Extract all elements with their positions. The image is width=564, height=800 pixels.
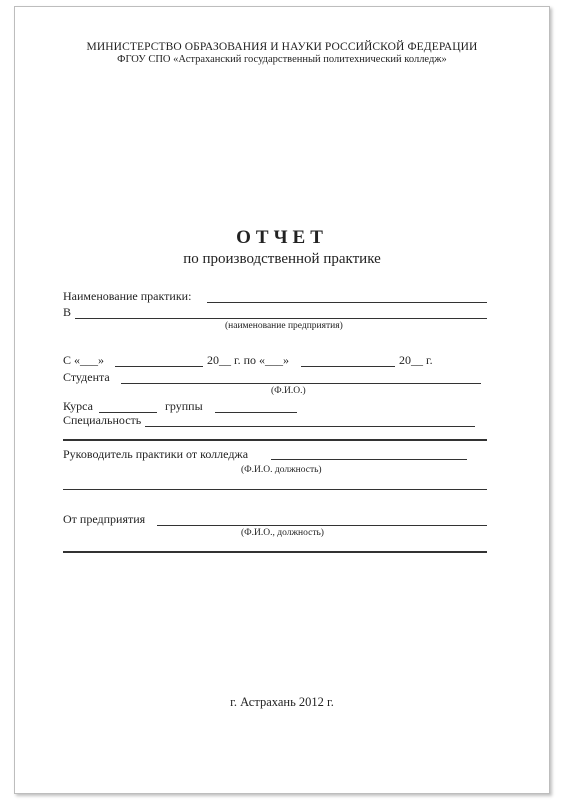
college-heading: ФГОУ СПО «Астраханский государственный политехнический колледж» <box>117 54 447 65</box>
specialty-line[interactable] <box>145 426 475 427</box>
college-supervisor-caption: (Ф.И.О. должность) <box>241 465 322 475</box>
city-year-footer: г. Астрахань 2012 г. <box>230 695 334 709</box>
enterprise-line[interactable] <box>75 318 487 319</box>
practice-name-label: Наименование практики: <box>63 289 192 303</box>
separator-line-2 <box>63 551 487 553</box>
enterprise-supervisor-label: От предприятия <box>63 512 146 526</box>
enterprise-caption: (наименование предприятия) <box>225 321 343 331</box>
student-fio-caption: (Ф.И.О.) <box>271 386 306 396</box>
separator-line-1 <box>63 439 487 441</box>
date-year-label-2: 20__ г. <box>399 353 433 367</box>
ministry-heading: МИНИСТЕРСТВО ОБРАЗОВАНИЯ И НАУКИ РОССИЙСКОЙ ФЕДЕРАЦИИ <box>86 41 478 53</box>
course-label: Курса <box>63 399 93 413</box>
enterprise-supervisor-caption: (Ф.И.О., должность) <box>241 528 324 538</box>
date-from-month-line[interactable] <box>115 366 203 367</box>
group-label: группы <box>165 399 203 413</box>
group-line[interactable] <box>215 412 297 413</box>
date-to-month-line[interactable] <box>301 366 395 367</box>
report-subtitle: по производственной практике <box>183 251 381 267</box>
college-supervisor-line-2[interactable] <box>63 489 487 490</box>
student-name-line[interactable] <box>121 383 481 384</box>
practice-name-line[interactable] <box>207 302 487 303</box>
in-label: В <box>63 305 72 319</box>
date-year-label-1: 20__ г. по «___» <box>207 353 289 367</box>
college-supervisor-line[interactable] <box>271 459 467 460</box>
date-from-label: С «___» <box>63 353 105 367</box>
student-label: Студента <box>63 370 110 384</box>
enterprise-supervisor-line[interactable] <box>157 525 487 526</box>
specialty-label: Специальность <box>63 413 142 427</box>
document-page <box>14 6 550 794</box>
report-title: ОТЧЕТ <box>236 227 328 248</box>
college-supervisor-label: Руководитель практики от колледжа <box>63 447 249 461</box>
